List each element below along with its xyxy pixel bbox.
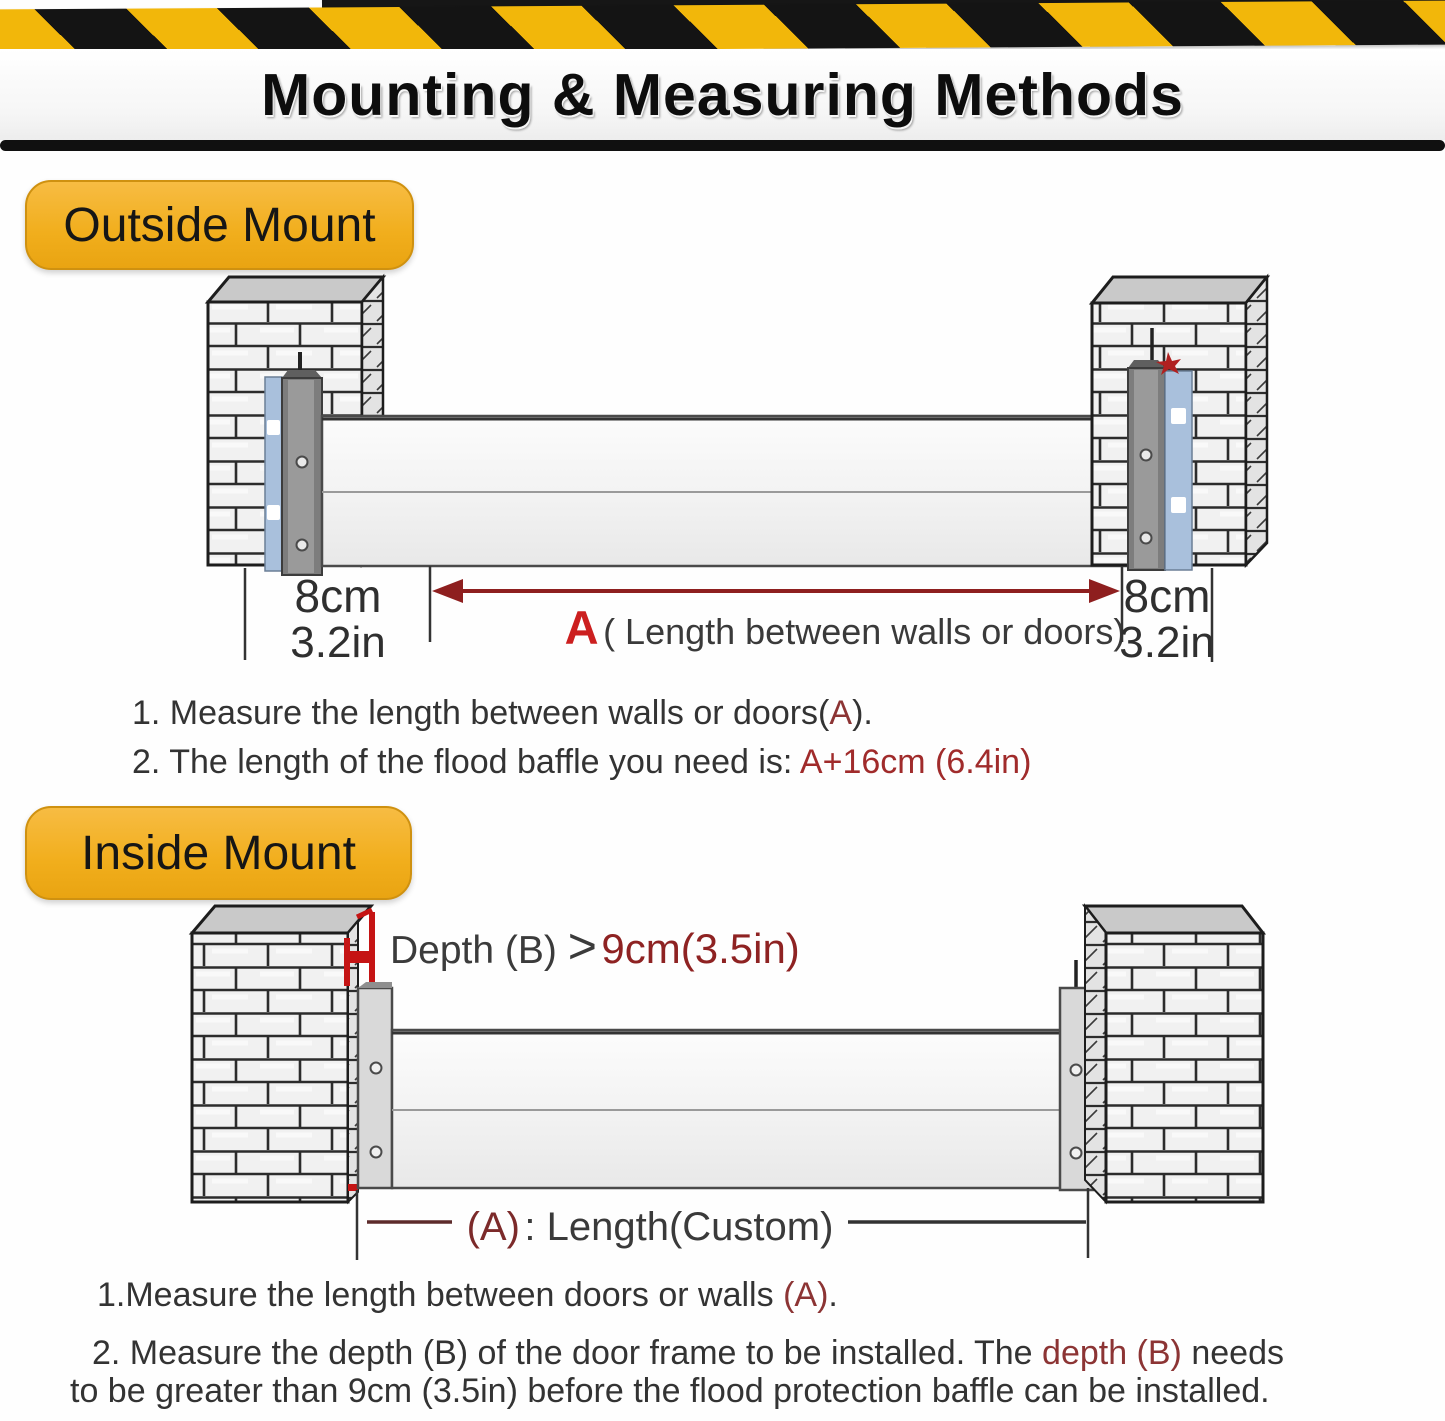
inside-step-1 (97, 1276, 838, 1315)
step-text: . (828, 1276, 838, 1314)
step-highlight: depth (B) (1042, 1334, 1182, 1372)
brick-wall-face (192, 933, 348, 1202)
step-text: 2. The length of the flood baffle you need is: (132, 743, 800, 781)
header-underline (0, 140, 1445, 151)
step-text: to be greater than 9cm (3.5in) before the flood protection baffle can be installed. (70, 1372, 1270, 1410)
bracket-top-face (282, 370, 322, 378)
seal-strip-left (265, 377, 282, 571)
outside-mount-diagram (0, 258, 1445, 670)
inside-mount-badge (25, 806, 412, 900)
seal-notch (267, 420, 280, 435)
channel-top-face (358, 982, 392, 988)
screw-hole (1141, 450, 1152, 461)
step-text: ). (852, 694, 873, 732)
screw-hole (297, 540, 308, 551)
inside-right-pillar (1085, 906, 1263, 1202)
depth-label: Depth (B) > 9cm(3.5in) (390, 918, 800, 974)
arrowhead-left-icon (432, 579, 463, 603)
inside-step-2-line-1 (92, 1334, 1284, 1373)
pillar-top-face (1092, 277, 1267, 303)
pillar-top-face (1085, 906, 1263, 933)
seal-notch (267, 505, 280, 520)
screw-hole (1071, 1148, 1082, 1159)
pillar-top-face (208, 277, 383, 302)
step-highlight: A (829, 694, 853, 732)
step-text: 2. Measure the depth (B) of the door frame to be installed. The (92, 1334, 1043, 1372)
flood-barrier-panels (392, 1030, 1090, 1188)
left-gap-cm-label: 8cm (294, 570, 382, 622)
mounting-bracket-right (1128, 360, 1165, 570)
inside-mount-diagram (0, 898, 1445, 1270)
screw-hole (1071, 1065, 1082, 1076)
arrowhead-right-icon (1089, 579, 1120, 603)
step-highlight: A+16cm (6.4in) (799, 743, 1032, 781)
right-gap-in-label: 3.2in (1119, 618, 1215, 667)
outside-step-1 (132, 694, 873, 733)
outside-mount-badge-label: Outside Mount (63, 198, 376, 252)
left-gap-in-label: 3.2in (290, 618, 386, 667)
length-dimension-arrow (432, 579, 1120, 603)
hazard-stripe-banner (0, 1, 1445, 54)
mounting-channel-left (358, 982, 392, 1188)
screw-hole (371, 1063, 382, 1074)
pillar-top-face (192, 906, 371, 933)
inside-mount-badge-label: Inside Mount (81, 826, 356, 880)
seal-strip-right (1165, 371, 1192, 570)
outside-step-2 (132, 743, 1031, 782)
screw-hole (371, 1147, 382, 1158)
step-highlight: (A) (783, 1276, 829, 1314)
seal-notch (1171, 408, 1186, 424)
seal-notch (1171, 497, 1186, 513)
custom-length-label: (A) : Length(Custom) (466, 1205, 834, 1249)
outside-mount-badge (25, 180, 414, 270)
step-text: 1. Measure the length between walls or doors( (132, 694, 830, 732)
screw-hole (1141, 533, 1152, 544)
mounting-bracket-left (282, 370, 322, 575)
page-title: Mounting & Measuring Methods (261, 61, 1184, 128)
inside-step-2-line-2 (70, 1372, 1270, 1411)
step-text: needs (1181, 1334, 1284, 1372)
flood-barrier-panels (322, 416, 1142, 566)
title-band (0, 49, 1445, 140)
span-length-label: A ( Length between walls or doors) (564, 601, 1126, 654)
pillar-side-face (1085, 906, 1106, 1202)
brick-wall-face (1106, 933, 1263, 1202)
screw-hole (297, 457, 308, 468)
right-gap-cm-label: 8cm (1123, 570, 1211, 622)
step-text: 1.Measure the length between doors or walls (97, 1276, 784, 1314)
pillar-side-face (1246, 277, 1267, 565)
